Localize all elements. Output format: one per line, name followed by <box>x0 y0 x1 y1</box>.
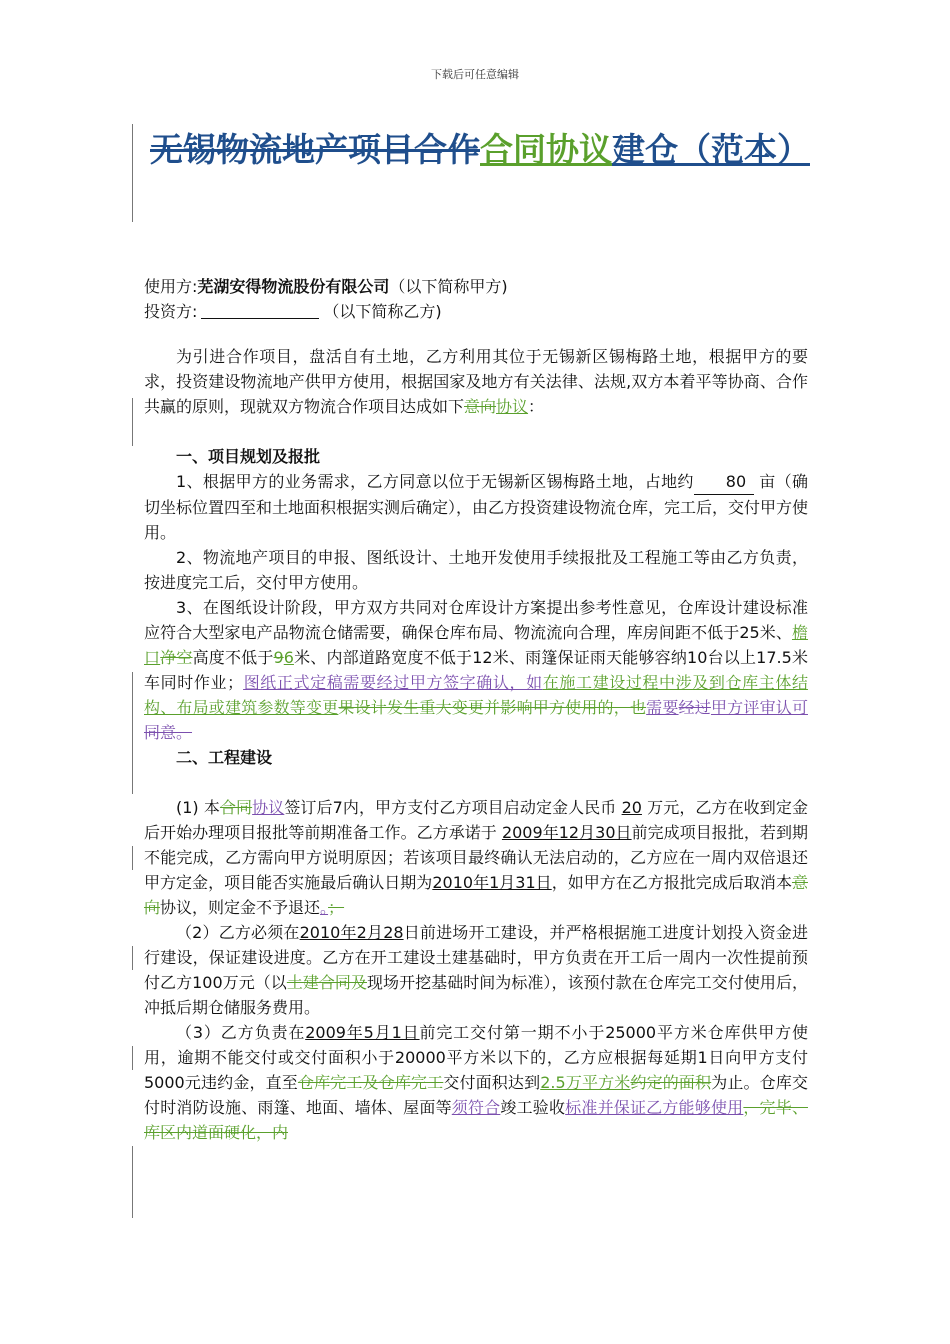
title-deleted: 无锡物流地产项目合作 <box>150 130 480 169</box>
investor-blank <box>201 302 319 319</box>
change-bar <box>132 398 133 446</box>
change-bar <box>132 946 133 970</box>
party-name: 芜湖安得物流股份有限公司 <box>197 277 390 296</box>
section-heading: 一、项目规划及报批 <box>176 447 321 466</box>
change-bar <box>132 846 133 870</box>
header-note: 下载后可任意编辑 <box>431 68 519 81</box>
party-label: 使用方: <box>144 277 198 296</box>
party-note: （以下简称乙方) <box>323 302 442 321</box>
investor-party-line <box>144 299 442 324</box>
clause-paragraph: （3）乙方负责在2009年5月1日前完工交付第一期不小于25000平方米仓库供甲方使用，逾期不能交付或交付面积小于20000平方米以下的，乙方应根据每延期1日向甲方支付5000元违约金，直至仓库完工及仓库完工交付面积达到2.5万平方米约定的面积为止。仓库交付时消防设施、雨篷、地面、墙体、屋面等须符合竣工验收标准并保证乙方能够使用，完毕、库区内道面硬化，内 <box>144 1023 808 1142</box>
change-bar <box>132 1046 133 1070</box>
section-heading: 二、工程建设 <box>176 748 273 767</box>
change-bar <box>132 1146 133 1218</box>
clause-paragraph: 1、根据甲方的业务需求，乙方同意以位于无锡新区锡梅路土地，占地约 80 亩（确切坐标位置四至和土地面积根据实测后确定），由乙方投资建设物流仓库，完工后，交付甲方使用。 <box>144 469 808 545</box>
document-title <box>150 126 810 174</box>
party-note: （以下简称甲方) <box>389 277 508 296</box>
clause-paragraph: （2）乙方必须在2010年2月28日前进场开工建设，并严格根据施工进度计划投入资金进行建设，保证建设进度。乙方在开工建设土建基础时，甲方负责在开工后一周内一次性提前预付乙方100万元（以土建合同及现场开挖基础时间为标准），该预付款在仓库完工交付使用后，冲抵后期仓储服务费用。 <box>144 923 808 1017</box>
intro-paragraph: 为引进合作项目，盘活自有土地，乙方利用其位于无锡新区锡梅路土地，根据甲方的要求，投资建设物流地产供甲方使用，根据国家及地方有关法律、法规,双方本着平等协商、合作共赢的原则，现就双方物流合作项目达成如下意向协议： <box>144 347 808 416</box>
change-bar <box>132 124 133 222</box>
clause-paragraph: 3、在图纸设计阶段，甲方双方共同对仓库设计方案提出参考性意见，仓库设计建设标准应符合大型家电产品物流仓储需要，确保仓库布局、物流流向合理，库房间距不低于25米、檐口净空高度不低于96米、内部道路宽度不低于12米、雨篷保证雨天能够容纳10台以上17.5米车同时作业；图纸正式定稿需要经过甲方签字确认，如在施工建设过程中涉及到仓库主体结构、布局或建筑参数等变更果设计发生重大变更并影响甲方使用的，也需要经过甲方评审认可同意。 <box>144 598 808 742</box>
user-party-line <box>144 274 508 299</box>
clause-paragraph: 2、物流地产项目的申报、图纸设计、土地开发使用手续报批及工程施工等由乙方负责，按进度完工后，交付甲方使用。 <box>144 548 808 592</box>
document-body <box>144 344 808 1145</box>
title-inserted: 建仓（范本） <box>612 130 810 169</box>
title-inserted: 合同协议 <box>480 130 612 169</box>
clause-paragraph: (1) 本合同协议签订后7内，甲方支付乙方项目启动定金人民币 20 万元，乙方在收到定金后开始办理项目报批等前期准备工作。乙方承诺于 2009年12月30日前完成项目报批，若到期不能完成，乙方需向甲方说明原因；若该项目最终确认无法启动的，乙方应在一周内双倍退还甲方定金，项目能否实施最后确认日期为2010年1月31日，如甲方在乙方报批完成后取消本意向协议，则定金不予退还。； <box>144 798 808 917</box>
change-bar <box>132 672 133 794</box>
party-label: 投资方: <box>144 302 198 321</box>
